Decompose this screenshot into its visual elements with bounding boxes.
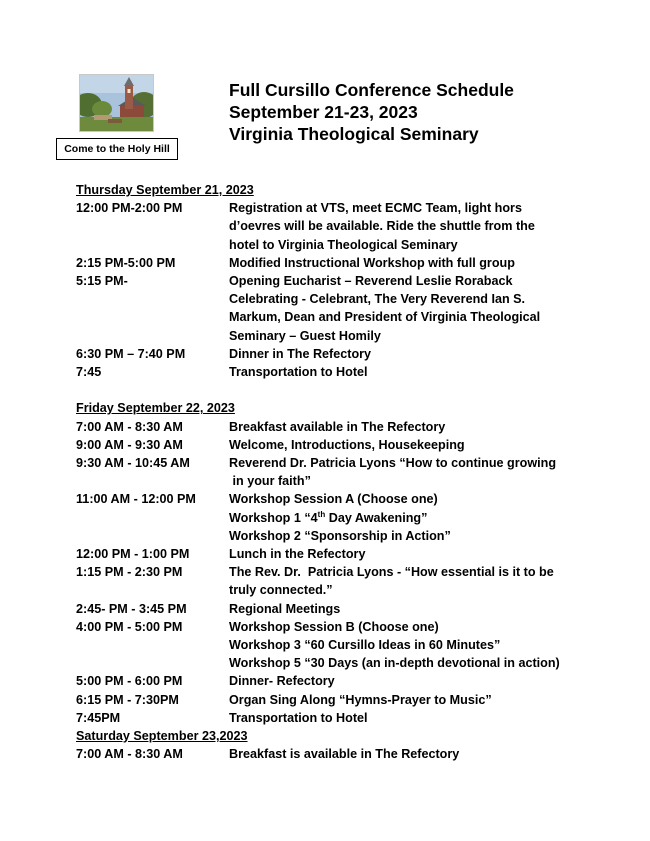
schedule-row (76, 254, 616, 272)
row-description (229, 345, 616, 363)
description-line: hotel to Virginia Theological Seminary (229, 237, 458, 252)
caption-box (56, 138, 178, 160)
row-description (229, 545, 616, 563)
description-line: truly connected.” (229, 583, 333, 598)
row-description (229, 490, 616, 545)
schedule-row (76, 363, 616, 381)
row-time: 2:45- PM - 3:45 PM (76, 601, 187, 616)
description-line: Workshop Session A (Choose one) (229, 492, 438, 507)
schedule-row (76, 199, 616, 254)
row-description (229, 618, 616, 673)
description-line: Workshop Session B (Choose one) (229, 619, 439, 634)
section-spacer (76, 381, 616, 399)
title-line-2: September 21-23, 2023 (229, 102, 418, 122)
schedule-row (76, 454, 616, 490)
row-description (229, 254, 616, 272)
row-time: 6:30 PM – 7:40 PM (76, 346, 186, 361)
row-description (229, 272, 616, 345)
description-line: Organ Sing Along “Hymns-Prayer to Music” (229, 692, 492, 707)
description-line: Breakfast available in The Refectory (229, 419, 446, 434)
row-time: 9:30 AM - 10:45 AM (76, 456, 190, 471)
description-line: Workshop 5 “30 Days (an in-depth devotional in action) (229, 656, 560, 671)
row-time: 4:00 PM - 5:00 PM (76, 619, 183, 634)
day-heading-friday: Friday September 22, 2023 (76, 401, 235, 416)
day-heading-thursday: Thursday September 21, 2023 (76, 183, 254, 197)
chapel-photo-image (80, 75, 153, 131)
row-time: 1:15 PM - 2:30 PM (76, 565, 183, 580)
page-title (229, 79, 514, 145)
description-line: Dinner in The Refectory (229, 346, 372, 361)
caption-text: Come to the Holy Hill (64, 143, 170, 155)
description-line: Reverend Dr. Patricia Lyons “How to continue growing (229, 456, 557, 471)
description-line: Celebrating - Celebrant, The Very Reverend Ian S. (229, 292, 526, 307)
row-description (229, 709, 616, 727)
row-description (229, 363, 616, 381)
schedule-row (76, 691, 616, 709)
description-line: Lunch in the Refectory (229, 547, 366, 562)
row-description (229, 600, 616, 618)
campus-chapel-photo (79, 74, 154, 132)
row-description (229, 199, 616, 254)
description-line: Transportation to Hotel (229, 365, 368, 380)
row-time: 12:00 PM-2:00 PM (76, 201, 183, 216)
description-line: Workshop 2 “Sponsorship in Action” (229, 528, 451, 543)
row-time: 5:15 PM- (76, 274, 128, 289)
row-description (229, 745, 616, 763)
ordinal-superscript: th (317, 509, 326, 519)
schedule-row (76, 745, 616, 763)
schedule-row (76, 436, 616, 454)
schedule-row (76, 600, 616, 618)
schedule-row (76, 345, 616, 363)
row-time: 7:00 AM - 8:30 AM (76, 747, 183, 762)
title-line-1: Full Cursillo Conference Schedule (229, 80, 514, 100)
schedule-row (76, 563, 616, 599)
schedule-row (76, 272, 616, 345)
description-line-superscript: Workshop 1 “4th Day Awakening” (229, 509, 428, 525)
title-line-3: Virginia Theological Seminary (229, 124, 479, 144)
row-time: 12:00 PM - 1:00 PM (76, 547, 190, 562)
description-line: Modified Instructional Workshop with full group (229, 255, 515, 270)
schedule-row (76, 672, 616, 690)
row-description (229, 418, 616, 436)
day-heading-saturday: Saturday September 23,2023 (76, 729, 248, 744)
row-time: 9:00 AM - 9:30 AM (76, 437, 183, 452)
schedule (76, 181, 616, 763)
row-time: 7:45PM (76, 710, 121, 725)
description-line: Workshop 3 “60 Cursillo Ideas in 60 Minutes” (229, 638, 501, 653)
schedule-row (76, 709, 616, 727)
description-line: Markum, Dean and President of Virginia Theological (229, 310, 541, 325)
description-line: Welcome, Introductions, Housekeeping (229, 437, 465, 452)
row-time: 5:00 PM - 6:00 PM (76, 674, 183, 689)
description-line: d’oevres will be available. Ride the shuttle from the (229, 219, 535, 234)
row-time: 7:45 (76, 365, 102, 380)
row-time: 7:00 AM - 8:30 AM (76, 419, 183, 434)
description-line: Opening Eucharist – Reverend Leslie Roraback (229, 274, 513, 289)
row-description (229, 691, 616, 709)
row-description (229, 563, 616, 599)
row-description (229, 454, 616, 490)
description-line: Dinner- Refectory (229, 674, 335, 689)
row-time: 2:15 PM-5:00 PM (76, 255, 176, 270)
row-description (229, 436, 616, 454)
schedule-row (76, 490, 616, 545)
description-line: Seminary – Guest Homily (229, 328, 381, 343)
row-description (229, 672, 616, 690)
description-line: in your faith” (229, 474, 311, 489)
row-time: 11:00 AM - 12:00 PM (76, 492, 196, 507)
description-line: The Rev. Dr. Patricia Lyons - “How essential is it to be (229, 565, 554, 580)
description-line: Registration at VTS, meet ECMC Team, light hors (229, 201, 522, 216)
description-line: Breakfast is available in The Refectory (229, 747, 460, 762)
schedule-row (76, 618, 616, 673)
description-line: Transportation to Hotel (229, 710, 368, 725)
description-line: Regional Meetings (229, 601, 341, 616)
row-time: 6:15 PM - 7:30PM (76, 692, 179, 707)
schedule-row (76, 418, 616, 436)
schedule-row (76, 545, 616, 563)
